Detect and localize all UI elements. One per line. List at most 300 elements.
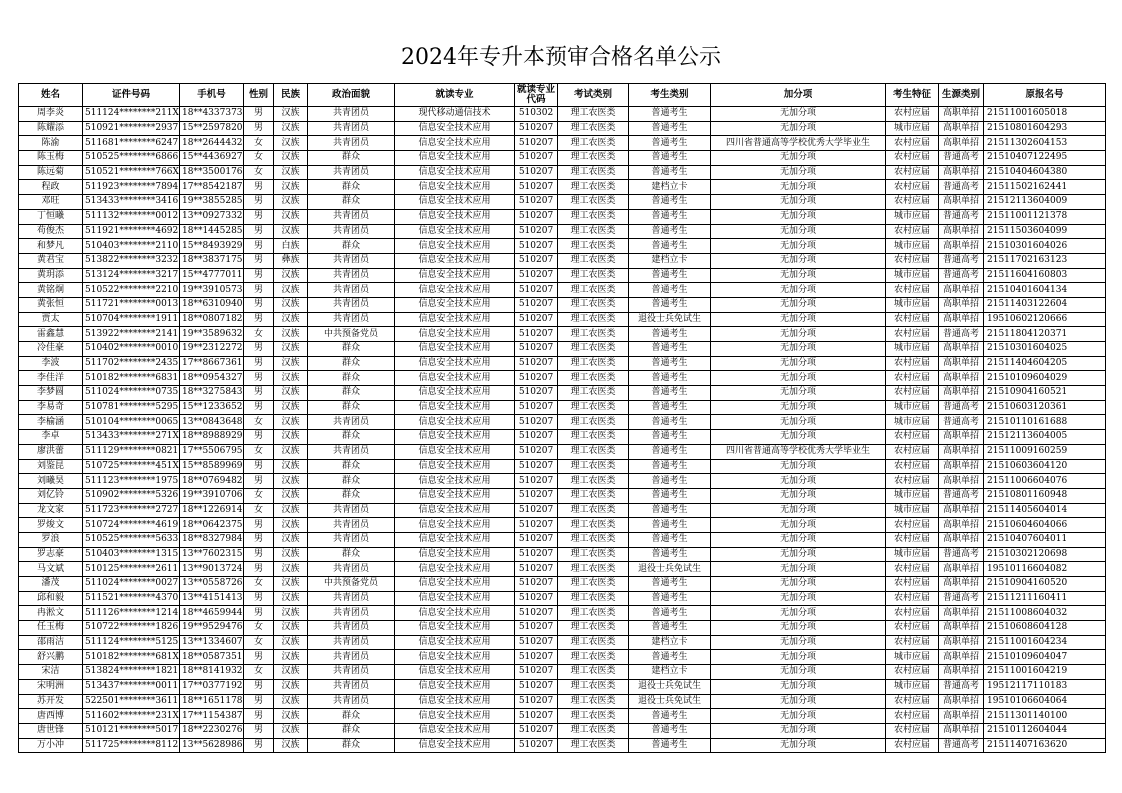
cell-source-category: 普通高考 xyxy=(939,591,984,606)
cell-student-category: 普通考生 xyxy=(629,342,711,357)
cell-id-number: 510403********2110 xyxy=(83,239,180,254)
cell-ethnicity: 汉族 xyxy=(274,488,308,503)
cell-major-code: 510207 xyxy=(515,283,558,298)
header-political-status: 政治面貌 xyxy=(308,84,395,107)
table-row xyxy=(19,621,1106,636)
cell-gender: 男 xyxy=(244,121,274,136)
table-row xyxy=(19,283,1106,298)
cell-exam-category: 理工农医类 xyxy=(558,253,629,268)
cell-student-feature: 城市应届 xyxy=(886,415,939,430)
table-row xyxy=(19,356,1106,371)
cell-gender: 女 xyxy=(244,165,274,180)
cell-registration-number: 21510608604128 xyxy=(984,621,1106,636)
cell-major: 信息安全技术应用 xyxy=(395,547,515,562)
table-row xyxy=(19,518,1106,533)
cell-id-number: 511725********8112 xyxy=(83,738,180,753)
cell-exam-category: 理工农医类 xyxy=(558,356,629,371)
cell-political-status: 群众 xyxy=(308,371,395,386)
cell-gender: 男 xyxy=(244,297,274,312)
table-row xyxy=(19,606,1106,621)
cell-major: 信息安全技术应用 xyxy=(395,459,515,474)
cell-major: 信息安全技术应用 xyxy=(395,327,515,342)
table-row xyxy=(19,180,1106,195)
cell-phone: 13**5628986 xyxy=(180,738,244,753)
cell-registration-number: 19510116604082 xyxy=(984,562,1106,577)
cell-exam-category: 理工农医类 xyxy=(558,503,629,518)
cell-id-number: 513822********3232 xyxy=(83,253,180,268)
cell-major-code: 510207 xyxy=(515,430,558,445)
cell-major-code: 510207 xyxy=(515,723,558,738)
cell-major: 信息安全技术应用 xyxy=(395,650,515,665)
cell-gender: 男 xyxy=(244,562,274,577)
cell-name: 廖洪蕾 xyxy=(19,444,83,459)
cell-exam-category: 理工农医类 xyxy=(558,606,629,621)
cell-registration-number: 21510904160520 xyxy=(984,577,1106,592)
cell-student-feature: 城市应届 xyxy=(886,650,939,665)
cell-bonus: 无加分项 xyxy=(711,606,886,621)
cell-student-feature: 农村应届 xyxy=(886,591,939,606)
cell-political-status: 中共预备党员 xyxy=(308,327,395,342)
cell-student-feature: 农村应届 xyxy=(886,151,939,166)
cell-id-number: 511602********231X xyxy=(83,709,180,724)
cell-id-number: 510525********6866 xyxy=(83,151,180,166)
cell-ethnicity: 汉族 xyxy=(274,415,308,430)
cell-political-status: 群众 xyxy=(308,474,395,489)
cell-exam-category: 理工农医类 xyxy=(558,415,629,430)
cell-id-number: 510121********5017 xyxy=(83,723,180,738)
table-row xyxy=(19,327,1106,342)
cell-id-number: 510724********4619 xyxy=(83,518,180,533)
cell-name: 宋洁 xyxy=(19,665,83,680)
cell-political-status: 群众 xyxy=(308,400,395,415)
cell-source-category: 高职单招 xyxy=(939,165,984,180)
cell-student-category: 普通考生 xyxy=(629,151,711,166)
cell-major: 信息安全技术应用 xyxy=(395,400,515,415)
cell-student-feature: 农村应届 xyxy=(886,253,939,268)
cell-registration-number: 21510604604066 xyxy=(984,518,1106,533)
cell-gender: 男 xyxy=(244,430,274,445)
cell-phone: 18**3275843 xyxy=(180,386,244,401)
cell-registration-number: 21511001604219 xyxy=(984,665,1106,680)
cell-political-status: 共青团员 xyxy=(308,532,395,547)
cell-major: 信息安全技术应用 xyxy=(395,195,515,210)
cell-bonus: 无加分项 xyxy=(711,415,886,430)
cell-registration-number: 21511001121378 xyxy=(984,209,1106,224)
cell-student-feature: 农村应届 xyxy=(886,606,939,621)
table-row xyxy=(19,107,1106,122)
table-row xyxy=(19,165,1106,180)
cell-major: 信息安全技术应用 xyxy=(395,312,515,327)
table-row xyxy=(19,400,1106,415)
cell-registration-number: 21511211160411 xyxy=(984,591,1106,606)
cell-id-number: 513124********3217 xyxy=(83,268,180,283)
cell-phone: 15**1233652 xyxy=(180,400,244,415)
cell-phone: 13**0558726 xyxy=(180,577,244,592)
cell-major-code: 510207 xyxy=(515,268,558,283)
table-row xyxy=(19,253,1106,268)
cell-student-category: 普通考生 xyxy=(629,297,711,312)
cell-phone: 18**8141932 xyxy=(180,665,244,680)
cell-source-category: 普通高考 xyxy=(939,738,984,753)
table-row xyxy=(19,268,1106,283)
cell-exam-category: 理工农医类 xyxy=(558,151,629,166)
cell-major: 信息安全技术应用 xyxy=(395,180,515,195)
cell-ethnicity: 汉族 xyxy=(274,297,308,312)
cell-name: 李梦圆 xyxy=(19,386,83,401)
cell-major: 现代移动通信技术 xyxy=(395,107,515,122)
cell-major-code: 510207 xyxy=(515,577,558,592)
cell-ethnicity: 汉族 xyxy=(274,136,308,151)
cell-source-category: 高职单招 xyxy=(939,459,984,474)
cell-registration-number: 21510112604044 xyxy=(984,723,1106,738)
cell-student-category: 普通考生 xyxy=(629,518,711,533)
table-row xyxy=(19,151,1106,166)
cell-exam-category: 理工农医类 xyxy=(558,312,629,327)
cell-major-code: 510302 xyxy=(515,107,558,122)
cell-registration-number: 21511006604076 xyxy=(984,474,1106,489)
cell-registration-number: 21510801604293 xyxy=(984,121,1106,136)
cell-name: 冷佳豪 xyxy=(19,342,83,357)
cell-major-code: 510207 xyxy=(515,547,558,562)
cell-student-feature: 农村应届 xyxy=(886,195,939,210)
cell-student-feature: 农村应届 xyxy=(886,738,939,753)
cell-bonus: 无加分项 xyxy=(711,577,886,592)
cell-student-feature: 农村应届 xyxy=(886,312,939,327)
cell-id-number: 510182********6831 xyxy=(83,371,180,386)
cell-exam-category: 理工农医类 xyxy=(558,635,629,650)
cell-student-feature: 农村应届 xyxy=(886,371,939,386)
cell-major: 信息安全技术应用 xyxy=(395,297,515,312)
cell-political-status: 群众 xyxy=(308,180,395,195)
cell-student-category: 建档立卡 xyxy=(629,635,711,650)
cell-student-category: 普通考生 xyxy=(629,136,711,151)
header-ethnicity: 民族 xyxy=(274,84,308,107)
cell-major-code: 510207 xyxy=(515,356,558,371)
cell-major-code: 510207 xyxy=(515,151,558,166)
cell-phone: 18**8327984 xyxy=(180,532,244,547)
cell-name: 万小冲 xyxy=(19,738,83,753)
cell-gender: 男 xyxy=(244,400,274,415)
cell-political-status: 共青团员 xyxy=(308,415,395,430)
cell-major-code: 510207 xyxy=(515,224,558,239)
cell-id-number: 510704********1911 xyxy=(83,312,180,327)
cell-bonus: 无加分项 xyxy=(711,709,886,724)
cell-major-code: 510207 xyxy=(515,415,558,430)
cell-bonus: 无加分项 xyxy=(711,209,886,224)
cell-student-category: 普通考生 xyxy=(629,209,711,224)
cell-registration-number: 21511702163123 xyxy=(984,253,1106,268)
cell-political-status: 共青团员 xyxy=(308,312,395,327)
cell-id-number: 510182********681X xyxy=(83,650,180,665)
cell-registration-number: 21510407122495 xyxy=(984,151,1106,166)
cell-name: 李榆涵 xyxy=(19,415,83,430)
table-row xyxy=(19,474,1106,489)
cell-major: 信息安全技术应用 xyxy=(395,562,515,577)
cell-gender: 女 xyxy=(244,327,274,342)
cell-registration-number: 21511403122604 xyxy=(984,297,1106,312)
cell-phone: 15**2597820 xyxy=(180,121,244,136)
cell-major: 信息安全技术应用 xyxy=(395,723,515,738)
cell-phone: 19**3589632 xyxy=(180,327,244,342)
cell-exam-category: 理工农医类 xyxy=(558,209,629,224)
cell-bonus: 无加分项 xyxy=(711,224,886,239)
cell-student-feature: 农村应届 xyxy=(886,327,939,342)
cell-student-feature: 农村应届 xyxy=(886,621,939,636)
cell-id-number: 511923********7894 xyxy=(83,180,180,195)
cell-id-number: 513437********0011 xyxy=(83,679,180,694)
cell-ethnicity: 汉族 xyxy=(274,444,308,459)
cell-student-category: 建档立卡 xyxy=(629,253,711,268)
cell-phone: 17**1154387 xyxy=(180,709,244,724)
cell-source-category: 高职单招 xyxy=(939,665,984,680)
cell-gender: 女 xyxy=(244,136,274,151)
cell-registration-number: 21511604160803 xyxy=(984,268,1106,283)
cell-phone: 17**5506795 xyxy=(180,444,244,459)
cell-source-category: 高职单招 xyxy=(939,107,984,122)
cell-ethnicity: 汉族 xyxy=(274,709,308,724)
cell-major: 信息安全技术应用 xyxy=(395,665,515,680)
cell-political-status: 群众 xyxy=(308,239,395,254)
cell-bonus: 无加分项 xyxy=(711,650,886,665)
cell-major: 信息安全技术应用 xyxy=(395,239,515,254)
cell-student-feature: 农村应届 xyxy=(886,665,939,680)
cell-gender: 男 xyxy=(244,371,274,386)
cell-gender: 男 xyxy=(244,312,274,327)
cell-student-category: 普通考生 xyxy=(629,591,711,606)
cell-registration-number: 21510603604120 xyxy=(984,459,1106,474)
cell-exam-category: 理工农医类 xyxy=(558,180,629,195)
cell-student-category: 普通考生 xyxy=(629,430,711,445)
cell-student-feature: 农村应届 xyxy=(886,444,939,459)
cell-major: 信息安全技术应用 xyxy=(395,621,515,636)
cell-phone: 19**3855285 xyxy=(180,195,244,210)
cell-exam-category: 理工农医类 xyxy=(558,400,629,415)
cell-phone: 13**0927332 xyxy=(180,209,244,224)
cell-ethnicity: 汉族 xyxy=(274,503,308,518)
cell-major: 信息安全技术应用 xyxy=(395,268,515,283)
cell-exam-category: 理工农医类 xyxy=(558,268,629,283)
cell-student-category: 普通考生 xyxy=(629,268,711,283)
cell-source-category: 普通高考 xyxy=(939,209,984,224)
cell-source-category: 高职单招 xyxy=(939,694,984,709)
cell-political-status: 共青团员 xyxy=(308,694,395,709)
cell-exam-category: 理工农医类 xyxy=(558,430,629,445)
table-row xyxy=(19,430,1106,445)
cell-student-feature: 城市应届 xyxy=(886,488,939,503)
cell-id-number: 510921********2937 xyxy=(83,121,180,136)
cell-gender: 女 xyxy=(244,415,274,430)
cell-name: 罗浪 xyxy=(19,532,83,547)
cell-source-category: 普通高考 xyxy=(939,415,984,430)
cell-name: 李波 xyxy=(19,356,83,371)
cell-ethnicity: 汉族 xyxy=(274,107,308,122)
cell-ethnicity: 汉族 xyxy=(274,165,308,180)
cell-phone: 18**3500176 xyxy=(180,165,244,180)
header-phone: 手机号 xyxy=(180,84,244,107)
cell-source-category: 高职单招 xyxy=(939,650,984,665)
cell-bonus: 无加分项 xyxy=(711,356,886,371)
cell-student-feature: 农村应届 xyxy=(886,474,939,489)
cell-ethnicity: 白族 xyxy=(274,239,308,254)
cell-major: 信息安全技术应用 xyxy=(395,253,515,268)
cell-political-status: 中共预备党员 xyxy=(308,577,395,592)
cell-political-status: 群众 xyxy=(308,738,395,753)
cell-bonus: 无加分项 xyxy=(711,386,886,401)
cell-major-code: 510207 xyxy=(515,679,558,694)
cell-id-number: 511126********1214 xyxy=(83,606,180,621)
cell-registration-number: 21510301604025 xyxy=(984,342,1106,357)
cell-major: 信息安全技术应用 xyxy=(395,224,515,239)
cell-registration-number: 21511404604205 xyxy=(984,356,1106,371)
cell-bonus: 四川省普通高等学校优秀大学毕业生 xyxy=(711,136,886,151)
cell-gender: 男 xyxy=(244,518,274,533)
cell-source-category: 高职单招 xyxy=(939,709,984,724)
cell-major-code: 510207 xyxy=(515,400,558,415)
table-row xyxy=(19,488,1106,503)
cell-exam-category: 理工农医类 xyxy=(558,121,629,136)
cell-ethnicity: 汉族 xyxy=(274,679,308,694)
cell-exam-category: 理工农医类 xyxy=(558,488,629,503)
cell-ethnicity: 汉族 xyxy=(274,151,308,166)
cell-bonus: 无加分项 xyxy=(711,283,886,298)
table-row xyxy=(19,738,1106,753)
cell-major-code: 510207 xyxy=(515,444,558,459)
cell-name: 冉淞文 xyxy=(19,606,83,621)
cell-ethnicity: 汉族 xyxy=(274,195,308,210)
cell-political-status: 共青团员 xyxy=(308,679,395,694)
cell-source-category: 高职单招 xyxy=(939,518,984,533)
cell-student-category: 普通考生 xyxy=(629,532,711,547)
cell-bonus: 无加分项 xyxy=(711,679,886,694)
cell-student-category: 退役士兵免试生 xyxy=(629,679,711,694)
cell-student-feature: 农村应届 xyxy=(886,386,939,401)
cell-student-category: 普通考生 xyxy=(629,327,711,342)
cell-source-category: 高职单招 xyxy=(939,356,984,371)
cell-ethnicity: 汉族 xyxy=(274,738,308,753)
cell-ethnicity: 汉族 xyxy=(274,577,308,592)
cell-name: 陈玉梅 xyxy=(19,151,83,166)
cell-student-category: 普通考生 xyxy=(629,415,711,430)
cell-name: 陈耀添 xyxy=(19,121,83,136)
header-source-category: 生源类别 xyxy=(939,84,984,107)
cell-id-number: 510525********5633 xyxy=(83,532,180,547)
cell-student-category: 退役士兵免试生 xyxy=(629,562,711,577)
cell-political-status: 共青团员 xyxy=(308,136,395,151)
cell-bonus: 无加分项 xyxy=(711,518,886,533)
cell-bonus: 无加分项 xyxy=(711,430,886,445)
cell-gender: 男 xyxy=(244,239,274,254)
cell-ethnicity: 汉族 xyxy=(274,621,308,636)
cell-bonus: 无加分项 xyxy=(711,400,886,415)
cell-major-code: 510207 xyxy=(515,621,558,636)
cell-source-category: 高职单招 xyxy=(939,342,984,357)
cell-student-category: 普通考生 xyxy=(629,121,711,136)
cell-id-number: 511721********0013 xyxy=(83,297,180,312)
cell-major-code: 510207 xyxy=(515,709,558,724)
cell-exam-category: 理工农医类 xyxy=(558,694,629,709)
cell-exam-category: 理工农医类 xyxy=(558,650,629,665)
cell-id-number: 510521********766X xyxy=(83,165,180,180)
cell-exam-category: 理工农医类 xyxy=(558,665,629,680)
table-row xyxy=(19,723,1106,738)
cell-exam-category: 理工农医类 xyxy=(558,107,629,122)
cell-source-category: 普通高考 xyxy=(939,151,984,166)
table-row xyxy=(19,562,1106,577)
cell-bonus: 无加分项 xyxy=(711,547,886,562)
cell-major: 信息安全技术应用 xyxy=(395,694,515,709)
cell-source-category: 普通高考 xyxy=(939,327,984,342)
cell-ethnicity: 汉族 xyxy=(274,591,308,606)
cell-major-code: 510207 xyxy=(515,694,558,709)
table-row xyxy=(19,209,1106,224)
cell-exam-category: 理工农医类 xyxy=(558,239,629,254)
cell-source-category: 普通高考 xyxy=(939,547,984,562)
cell-source-category: 普通高考 xyxy=(939,488,984,503)
table-row xyxy=(19,635,1106,650)
cell-exam-category: 理工农医类 xyxy=(558,547,629,562)
cell-student-feature: 农村应届 xyxy=(886,532,939,547)
cell-major: 信息安全技术应用 xyxy=(395,342,515,357)
cell-gender: 男 xyxy=(244,342,274,357)
cell-exam-category: 理工农医类 xyxy=(558,474,629,489)
cell-bonus: 无加分项 xyxy=(711,107,886,122)
cell-id-number: 511681********6247 xyxy=(83,136,180,151)
cell-exam-category: 理工农医类 xyxy=(558,518,629,533)
cell-political-status: 共青团员 xyxy=(308,591,395,606)
cell-gender: 男 xyxy=(244,532,274,547)
cell-name: 任玉梅 xyxy=(19,621,83,636)
cell-bonus: 无加分项 xyxy=(711,474,886,489)
cell-bonus: 无加分项 xyxy=(711,151,886,166)
cell-name: 陈远菊 xyxy=(19,165,83,180)
table-row xyxy=(19,371,1106,386)
cell-source-category: 普通高考 xyxy=(939,253,984,268)
cell-student-feature: 城市应届 xyxy=(886,400,939,415)
cell-student-category: 普通考生 xyxy=(629,459,711,474)
cell-student-category: 普通考生 xyxy=(629,606,711,621)
cell-name: 邵雨洁 xyxy=(19,635,83,650)
cell-gender: 女 xyxy=(244,621,274,636)
cell-exam-category: 理工农医类 xyxy=(558,283,629,298)
cell-name: 罗志豪 xyxy=(19,547,83,562)
cell-phone: 18**0587351 xyxy=(180,650,244,665)
cell-student-feature: 农村应届 xyxy=(886,562,939,577)
cell-political-status: 群众 xyxy=(308,547,395,562)
cell-gender: 男 xyxy=(244,356,274,371)
cell-student-category: 普通考生 xyxy=(629,723,711,738)
cell-name: 李易奇 xyxy=(19,400,83,415)
cell-political-status: 群众 xyxy=(308,195,395,210)
cell-phone: 13**4151413 xyxy=(180,591,244,606)
cell-id-number: 510403********1315 xyxy=(83,547,180,562)
cell-gender: 女 xyxy=(244,577,274,592)
cell-student-feature: 城市应届 xyxy=(886,239,939,254)
cell-major: 信息安全技术应用 xyxy=(395,709,515,724)
cell-student-feature: 农村应届 xyxy=(886,224,939,239)
cell-id-number: 513922********2141 xyxy=(83,327,180,342)
table-row xyxy=(19,679,1106,694)
cell-ethnicity: 汉族 xyxy=(274,459,308,474)
cell-major-code: 510207 xyxy=(515,474,558,489)
cell-major-code: 510207 xyxy=(515,327,558,342)
cell-major: 信息安全技术应用 xyxy=(395,738,515,753)
cell-gender: 男 xyxy=(244,474,274,489)
cell-registration-number: 21512113604009 xyxy=(984,195,1106,210)
cell-id-number: 511521********4370 xyxy=(83,591,180,606)
cell-student-category: 普通考生 xyxy=(629,165,711,180)
cell-ethnicity: 汉族 xyxy=(274,327,308,342)
cell-political-status: 群众 xyxy=(308,488,395,503)
